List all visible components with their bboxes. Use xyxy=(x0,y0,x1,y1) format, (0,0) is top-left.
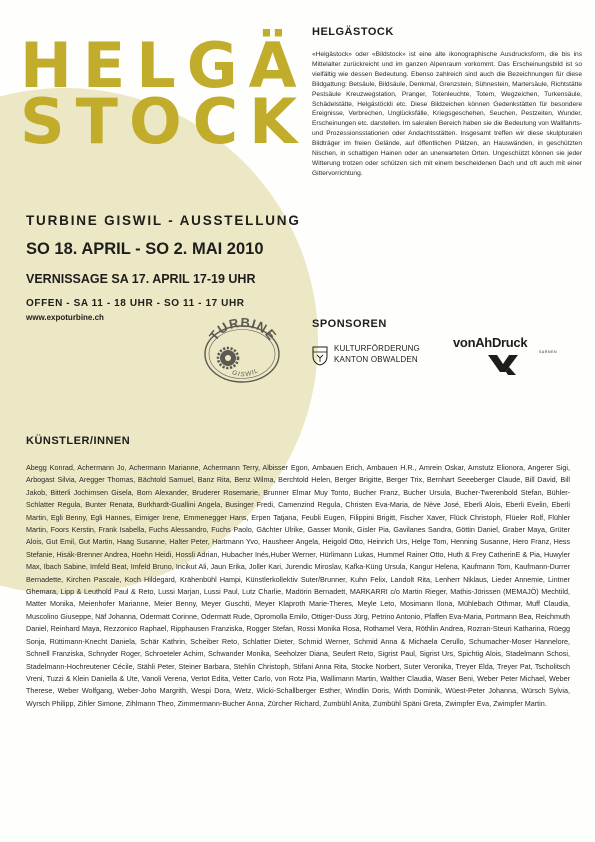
exhibition-dates: SO 18. APRIL - SO 2. MAI 2010 xyxy=(26,240,264,258)
turbine-stamp-logo xyxy=(196,316,288,384)
poster-title xyxy=(20,29,309,158)
kultur-line-1: KULTURFÖRDERUNG xyxy=(334,344,420,353)
kultur-line-2: KANTON OBWALDEN xyxy=(334,355,418,364)
kulturfoerderung-logo xyxy=(312,344,440,368)
vernissage-line: VERNISSAGE SA 17. APRIL 17-19 UHR xyxy=(26,272,256,286)
vonah-subline: SARNEN xyxy=(539,350,558,354)
gear-icon xyxy=(218,348,238,368)
vonah-mark-icon xyxy=(488,355,518,375)
svg-text:GISWIL xyxy=(231,367,260,378)
opening-hours: OFFEN - SA 11 - 18 UHR - SO 11 - 17 UHR xyxy=(26,298,245,309)
venue-line: TURBINE GISWIL - AUSSTELLUNG xyxy=(26,213,301,228)
coat-of-arms-icon xyxy=(312,346,328,366)
svg-text:TURBINE xyxy=(206,316,280,343)
vonahdruck-logo xyxy=(452,335,562,381)
intro-heading: HELGÄSTOCK xyxy=(312,26,394,38)
stamp-top-text: TURBINE xyxy=(206,316,280,344)
vonah-wordmark: vonAhDruck xyxy=(453,335,528,350)
intro-text: «Helgästock» oder «Bildstock» ist eine alte ikonographische Ausdrucksform, die bis ins Mittelalter zurückreicht und im ganzen Alpenraum vorkommt. Das Erscheinungsbild ist so vielfältig wie dessen Bedeutung. Ebenso zahlreich sind auch die Bezeichnungen für diese Bildgattung: Betsäule, Bildsäule, Denkmal, Grenzstein, Sühnestein, Martersäule, Richtstätte Pestsäule Kreuzwegstation, Pranger, Totenleuchte, Totem, Wegzeichen, Turkensäule, Schädelstätte, Helgästöckli etc. Diese Bildzeichen können Gedenkstätten für besondere Ereignisse, Verbrechen, Unglücksfälle, Kriegsgeschehen, Seuchen, Pestzeiten, Wunder, Erscheinungen etc. darstellen. Im sakralen Bereich haben sie die Bedeutung von Wallfahrts- und Prozessionsstationen oder Andachtsstätten. Insgesamt treffen wir diese skulpturalen Bildträger im freien Gelände, auf öffentlichen Plätzen, an Hauswänden, in geschützten Nischen, in schattigen Hainen oder an unerwarteten Orten. Ungeschützt können sie jeder Witterung trotzen oder schützen sich mit einem bescheidenen Dach und oft auch mit einer Gittervorrichtung. xyxy=(312,51,582,177)
website-link[interactable]: www.expoturbine.ch xyxy=(26,313,104,322)
artists-list: Abegg Konrad, Achermann Jo, Achermann Marianne, Achermann Terry, Albisser Egon, Ambauen Erich, Ambauen H.R., Amrein Oskar, Amstutz Elionora, Angerer Sigi, Arbogast Silvia, Aregger Thomas, Bächtold Samuel, Banz Rita, Benz Wilma, Berchtold Helen, Berger Brigitte, Berger Trix, Bernhart Seeeberger Claude, Bill David, Bill Jakob, Bitterli Jochimsen Gisela, Born Alexander, Bruderer Rosemarie, Brunner Elmar Muy Tonto, Bucher Franz, Bucher Ursula, Bucher-Twerenbold Stefan, Bühler-Schlatter Regula, Bunter Renata, Burkhardt-Guallini Angela, Businger Fredi, Camenzind Regula, Christen Eva-Maria, de Nève José, Eberli Alois, Eberli Evelin, Eberli Martin, Egli Benny, Egli Hannes, Eimiger Irene, Emmenegger Hans, Erpen Tatjana, Feubli Eugen, Filippini Brigitt, Fischer Xaver, Flück Christoph, Flüeler Rolf, Flühler Martin, Foors Kerstin, Frank Isabella, Fuchs Alessandro, Fuchs Paolo, Gächter Ulrike, Gasser Monik, Gisler Pia, Gavilanes Sandra, Göttin Daniel, Graber Maya, Grüter Alois, Gut Emil, Gut Martin, Haag Susanne, Halter Peter, Hartmann Yvo, Hausheer Angela, Heigold Otto, Heinrich Urs, Helge Tom, Henning Susanne, Hero Franz, Hess Stefanie, Hisák-Brenner Andrea, Hoehn Heidi, Hossli Adrian, Hubacher Inés,Huber Werner, Hürlimann Lukas, Hummel Rainer Otto, Huth & Frey CatherinE & Pia, Huwyler Max, Ibach Sabine, Imfeld Beat, Imfeld Bruno, Incikut Ali, Jaun Erika, Joller Kari, Jurendic Miroslav, Kafka-Küng Ursula, Kangur Helena, Kaufmann Tom, Kaufmann-Durrer Bernadette, Kirchen Pascale, Koch Hildegard, Krähenbühl Hampi, Künstlerkollektiv Suter/Brunner, Kuhn Felix, Landolt Rita, Lenherr Niklaus, Lieder Annemie, Lintner Ghemara, Lipp & Leuthold Paul & Reto, Lussi Marjan, Lussi Paul, Lutz Charlie, Madörin Bernadett, MARKARRI c/o Martin Rieger, Mathis-Jörissen (MEMAJÖ) Mechtild, Matter Monika, Meienhofer Marianne, Meier Benny, Meyer Guschti, Meyer Klaproth Marie-Theres, Meyle Leto, Mosimann Ilona, Mühlebach Othmar, Muff Claudia, Muscolino Giuseppe, Näf Johanna, Odermatt Corinne, Odermatt Rude, Opromolla Emilo, Ottiger-Duss Jürg, Petrino Antonio, Pfaffen Eva-Maria, Portmann Bea, Reichmuth Daniel, Reinhard Maya, Rezzonico Raphael, Ripphausen Franziska, Rogger Stefan, Rossi Monika Rosa, Rothamel Vera, Röthlin Andrea, Rozran-Steuri Katharina, Rüegg Sonja, Rüttimann-Knecht Daniela, Schär Kathrin, Scheiber Reto, Schlatter Dieter, Schmid Werner, Schmid Anna & Michaela Cerullo, Schumacher-Moser Hannelore, Schnell Franziska, Schnyder Roger, Schroeteler Achim, Schwander Monika, Seeholzer Diana, Seufert Reto, Sigrist Paul, Sigrist Urs, Spichtig Alois, Stadelmann Schosi, Stadelmann-Hochreutener Cécile, Stähli Peter, Steiner Barbara, Stehlin Christoph, Stifani Anna Rita, Stocke Norbert, Suter Veronika, Treyer Elda, Treyer Pat, Tscholitsch Vreni, Tuzzi & Klein Daniella & Ute, Vanoli Verena, Vertot Edita, Vetter Carlo, von Rotz Pia, Wallimann Martin, Walther Claudia, Waser Beni, Weber Peter Michael, Weber Therese, Weber Wolfgang, Weber-Joho Margrith, Wespi Dora, Wetz, Wicki-Schallberger Esther, Windlin Doris, Wirth Dominik, Wüest-Peter Johanna, Würsch Sylvia, Wyrsch Philipp, Zihler Simone, Zihlmann Theo, Zimmermann-Bucher Anna, Zürcher Richard, Zumbühl Anita, Zumbühl Späni Greta, Zwimpfer Eva, Zwimpfer Martin. xyxy=(26,463,570,708)
stamp-bottom-text: GISWIL xyxy=(231,366,261,379)
artists-heading: KÜNSTLER/INNEN xyxy=(26,435,131,447)
title-line-2: STOCK xyxy=(20,85,309,158)
title-line-1: HELGÄ xyxy=(20,29,308,102)
sponsors-heading: SPONSOREN xyxy=(312,318,387,330)
